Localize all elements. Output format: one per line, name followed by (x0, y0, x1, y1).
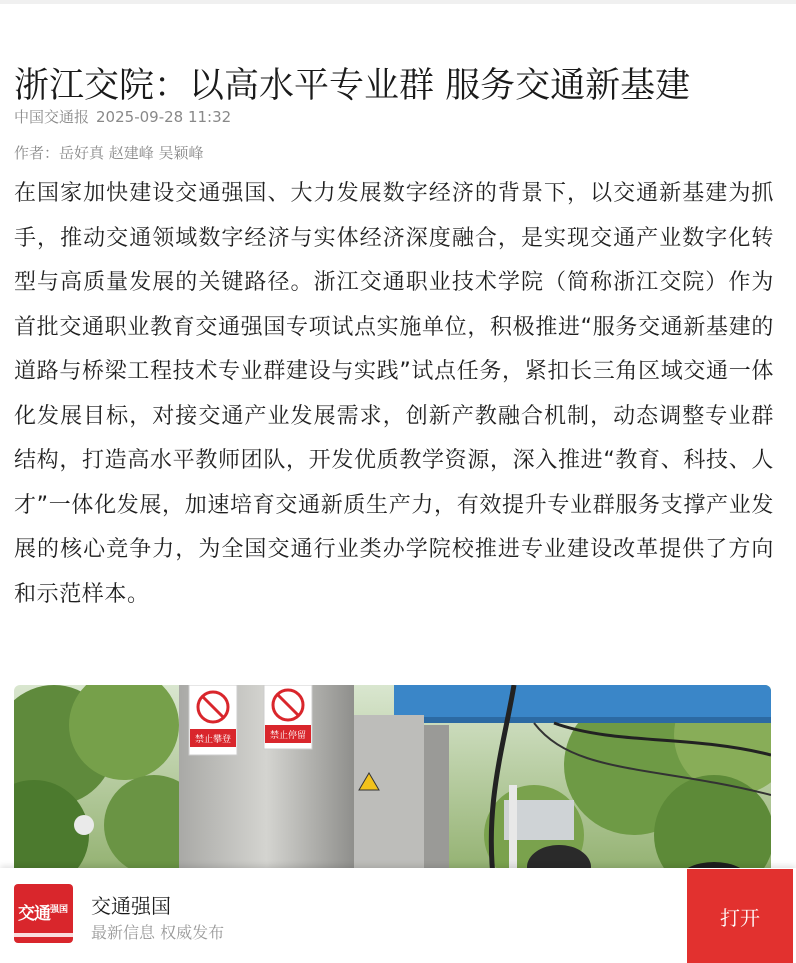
sign-no-climbing (189, 685, 237, 755)
article-paragraph: 在国家加快建设交通强国、大力发展数字经济的背景下，以交通新基建为抓手，推动交通领域数字经济与实体经济深度融合，是实现交通产业数字化转型与高质量发展的关键路径。浙江交通职业技术学院（简称浙江交院）作为首批交通职业教育交通强国专项试点实施单位，积极推进“服务交通新基建的道路与桥梁工程技术专业群建设与实践”试点任务，紧扣长三角区域交通一体化发展目标，对接交通产业发展需求，创新产教融合机制，动态调整专业群结构，打造高水平教师团队，开发优质教学资源，深入推进“教育、科技、人才”一体化发展，加速培育交通新质生产力，有效提升专业群服务支撑产业发展的核心竞争力，为全国交通行业类办学院校推进专业建设改革提供了方向和示范样本。 (14, 181, 774, 607)
app-name: 交通强国 (91, 894, 171, 918)
app-slogan: 最新信息 权威发布 (91, 923, 225, 942)
article-author: 作者：岳好真 赵建峰 吴颖峰 (14, 144, 204, 162)
app-logo-text: 交通 (18, 904, 50, 924)
sign-right-text: 禁止停留 (269, 731, 307, 741)
app-logo-tag: 强国 (50, 905, 69, 915)
app-open-banner (0, 868, 796, 963)
top-divider (0, 0, 796, 4)
article-photo[interactable] (14, 685, 771, 885)
article-datetime: 2025-09-28 11:32 (96, 108, 232, 126)
app-logo (14, 884, 73, 943)
photo-illustration (14, 685, 771, 885)
logo-stripe (14, 933, 73, 937)
article-title: 浙江交院：以高水平专业群 服务交通新基建 (14, 66, 691, 107)
article-source: 中国交通报 (14, 108, 90, 126)
article-source-line (14, 106, 231, 128)
open-app-button[interactable]: 打开 (687, 869, 793, 963)
sign-left-text: 禁止攀登 (194, 735, 232, 745)
sign-no-staying (264, 685, 312, 749)
